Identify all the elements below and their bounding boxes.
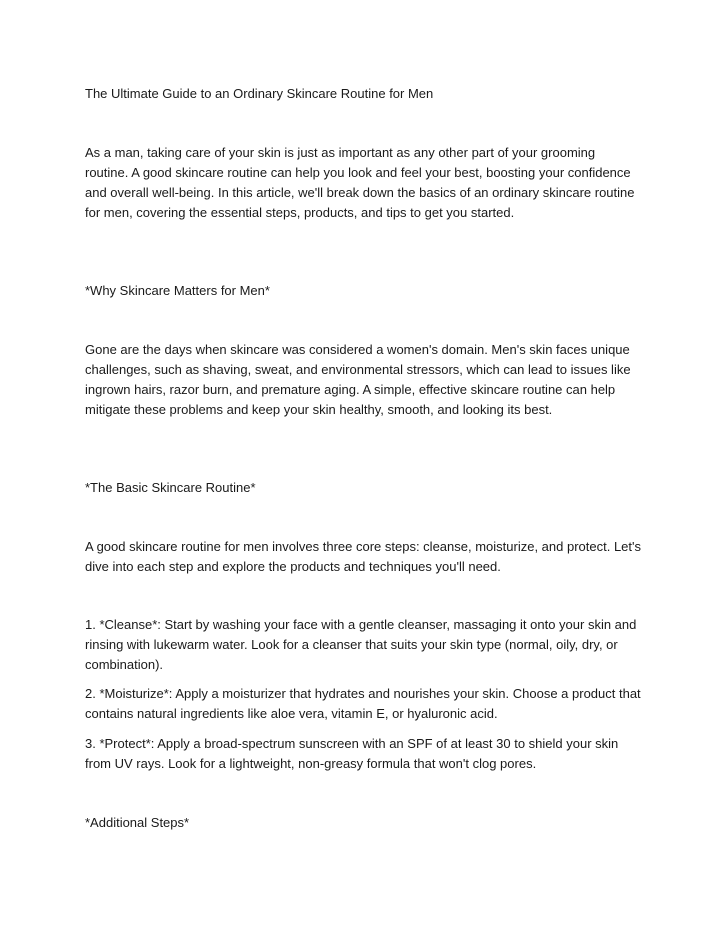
step-protect: 3. *Protect*: Apply a broad-spectrum sunscreen with an SPF of at least 30 to shield your skin from UV rays. Look for a lightweight, non-greasy formula that won't clog pores.	[85, 736, 619, 771]
basic-routine-paragraph: A good skincare routine for men involves three core steps: cleanse, moisturize, and protect. Let's dive into each step and explore the products and techniques you'll need.	[85, 539, 641, 574]
intro-paragraph: As a man, taking care of your skin is just as important as any other part of your grooming routine. A good skincare routine can help you look and feel your best, boosting your confidence and overall well-being. In this article, we'll break down the basics of an ordinary skincare routine for men, covering the essential steps, products, and tips to get you started.	[85, 145, 635, 220]
additional-steps-heading: *Additional Steps*	[85, 815, 190, 830]
step-cleanse: 1. *Cleanse*: Start by washing your face with a gentle cleanser, massaging it onto your skin and rinsing with lukewarm water. Look for a cleanser that suits your skin type (normal, oily, dry, or combination).	[85, 617, 637, 672]
document-title: The Ultimate Guide to an Ordinary Skincare Routine for Men	[85, 86, 434, 101]
step-moisturize: 2. *Moisturize*: Apply a moisturizer that hydrates and nourishes your skin. Choose a product that contains natural ingredients like aloe vera, vitamin E, or hyaluronic acid.	[85, 686, 641, 721]
why-heading: *Why Skincare Matters for Men*	[85, 283, 270, 298]
basic-routine-heading: *The Basic Skincare Routine*	[85, 480, 256, 495]
why-paragraph: Gone are the days when skincare was considered a women's domain. Men's skin faces unique challenges, such as shaving, sweat, and environmental stressors, which can lead to issues like ingrown hairs, razor burn, and premature aging. A simple, effective skincare routine can help mitigate these problems and keep your skin healthy, smooth, and looking its best.	[85, 342, 631, 417]
